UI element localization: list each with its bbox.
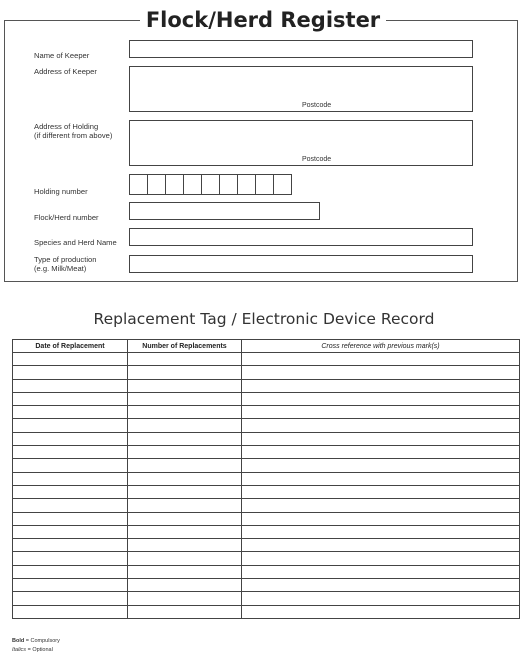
date-cell[interactable] [13,552,128,565]
table-row [13,472,520,485]
holding-number-label: Holding number [34,187,88,196]
key-bold-meaning: = Compulsory [24,638,60,644]
key-italics-meaning: = Optional [26,647,53,653]
number-cell[interactable] [128,485,242,498]
replacement-record-table [12,339,520,619]
date-cell[interactable] [13,565,128,578]
table-row [13,512,520,525]
date-cell[interactable] [13,432,128,445]
date-cell[interactable] [13,592,128,605]
column-header-date: Date of Replacement [13,340,128,353]
address-of-holding-label: Address of Holding [34,122,99,131]
cross-reference-cell[interactable] [242,579,520,592]
holding-number-cell[interactable] [147,174,166,195]
cross-reference-cell[interactable] [242,432,520,445]
holding-postcode-label: Postcode [302,156,332,163]
number-cell[interactable] [128,565,242,578]
name-of-keeper-field[interactable] [129,40,473,58]
cross-reference-cell[interactable] [242,446,520,459]
cross-reference-cell[interactable] [242,605,520,618]
cross-reference-cell[interactable] [242,552,520,565]
holding-number-cell[interactable] [165,174,184,195]
table-row [13,565,520,578]
cross-reference-cell[interactable] [242,525,520,538]
cross-reference-cell[interactable] [242,392,520,405]
date-cell[interactable] [13,353,128,366]
cross-reference-cell[interactable] [242,353,520,366]
type-of-production-sublabel: (e.g. Milk/Meat) [34,264,87,273]
species-field[interactable] [129,228,473,246]
table-row [13,392,520,405]
holding-number-cell[interactable] [201,174,220,195]
cross-reference-cell[interactable] [242,406,520,419]
date-cell[interactable] [13,525,128,538]
number-cell[interactable] [128,459,242,472]
table-header-row [13,340,520,353]
date-cell[interactable] [13,579,128,592]
number-cell[interactable] [128,392,242,405]
table-row [13,446,520,459]
key-bold [12,638,60,645]
table-row [13,379,520,392]
column-header-number: Number of Replacements [128,340,242,353]
date-cell[interactable] [13,366,128,379]
number-cell[interactable] [128,592,242,605]
date-cell[interactable] [13,406,128,419]
number-cell[interactable] [128,446,242,459]
date-cell[interactable] [13,392,128,405]
key-italics-word: Italics [12,647,27,653]
cross-reference-cell[interactable] [242,485,520,498]
table-row [13,406,520,419]
number-cell[interactable] [128,419,242,432]
column-header-cross-reference: Cross reference with previous mark(s) [242,340,520,353]
holding-number-cells[interactable] [129,174,291,195]
table-row [13,539,520,552]
address-of-holding-sublabel: (if different from above) [34,131,113,140]
holding-number-cell[interactable] [255,174,274,195]
cross-reference-cell[interactable] [242,499,520,512]
number-cell[interactable] [128,353,242,366]
table-row [13,525,520,538]
species-label: Species and Herd Name [34,238,117,247]
address-of-holding-field[interactable] [129,120,473,166]
type-of-production-field[interactable] [129,255,473,273]
name-of-keeper-label: Name of Keeper [34,51,90,60]
date-cell[interactable] [13,459,128,472]
number-cell[interactable] [128,605,242,618]
flock-herd-number-label: Flock/Herd number [34,213,99,222]
cross-reference-cell[interactable] [242,459,520,472]
number-cell[interactable] [128,512,242,525]
address-of-keeper-field[interactable] [129,66,473,112]
type-of-production-label: Type of production [34,255,97,264]
table-row [13,579,520,592]
table-row [13,353,520,366]
number-cell[interactable] [128,525,242,538]
cross-reference-cell[interactable] [242,379,520,392]
address-of-keeper-label: Address of Keeper [34,67,97,76]
holding-number-cell[interactable] [273,174,292,195]
number-cell[interactable] [128,579,242,592]
table-row [13,552,520,565]
cross-reference-cell[interactable] [242,419,520,432]
number-cell[interactable] [128,406,242,419]
date-cell[interactable] [13,605,128,618]
number-cell[interactable] [128,552,242,565]
holding-number-cell[interactable] [237,174,256,195]
page-title: Flock/Herd Register [140,5,386,35]
cross-reference-cell[interactable] [242,366,520,379]
keeper-postcode-label: Postcode [302,102,332,109]
date-cell[interactable] [13,419,128,432]
table-row [13,432,520,445]
number-cell[interactable] [128,432,242,445]
cross-reference-cell[interactable] [242,512,520,525]
cross-reference-cell[interactable] [242,592,520,605]
table-row [13,459,520,472]
table-row [13,485,520,498]
cross-reference-cell[interactable] [242,472,520,485]
cross-reference-cell[interactable] [242,565,520,578]
date-cell[interactable] [13,512,128,525]
date-cell[interactable] [13,379,128,392]
holding-number-cell[interactable] [129,174,148,195]
key-italics [12,647,53,654]
date-cell[interactable] [13,446,128,459]
table-row [13,419,520,432]
date-cell[interactable] [13,485,128,498]
holding-number-cell[interactable] [183,174,202,195]
table-row [13,499,520,512]
number-cell[interactable] [128,499,242,512]
holding-number-cell[interactable] [219,174,238,195]
number-cell[interactable] [128,379,242,392]
number-cell[interactable] [128,539,242,552]
flock-herd-number-field[interactable] [129,202,320,220]
key-bold-word: Bold [12,638,25,644]
record-section-title: Replacement Tag / Electronic Device Record [93,310,435,328]
table-row [13,592,520,605]
number-cell[interactable] [128,366,242,379]
date-cell[interactable] [13,472,128,485]
number-cell[interactable] [128,472,242,485]
table-row [13,366,520,379]
table-row [13,605,520,618]
cross-reference-cell[interactable] [242,539,520,552]
date-cell[interactable] [13,539,128,552]
date-cell[interactable] [13,499,128,512]
